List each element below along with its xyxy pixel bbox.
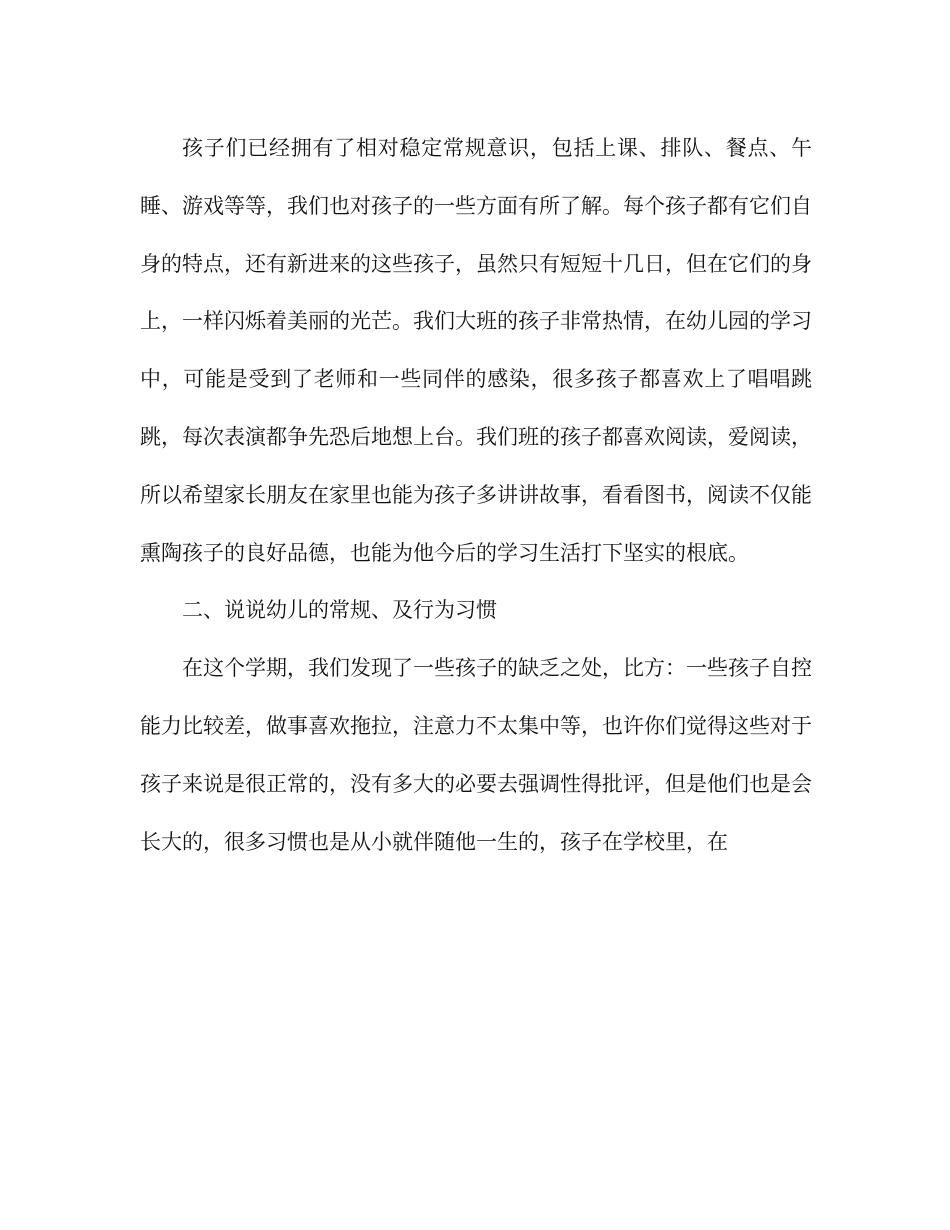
body-paragraph: 孩子们已经拥有了相对稳定常规意识，包括上课、排队、餐点、午睡、游戏等等，我们也对孩子的一些方面有所了解。每个孩子都有它们自身的特点，还有新进来的这些孩子，虽然只有短短十几日，但在它们的身上，一样闪烁着美丽的光芒。我们大班的孩子非常热情，在幼儿园的学习中，可能是受到了老师和一些同伴的感染，很多孩子都喜欢上了唱唱跳跳，每次表演都争先恐后地想上台。我们班的孩子都喜欢阅读，爱阅读，所以希望家长朋友在家里也能为孩子多讲讲故事，看看图书，阅读不仅能熏陶孩子的良好品德，也能为他今后的学习生活打下坚实的根底。 [140,136,812,565]
body-paragraph: 在这个学期，我们发现了一些孩子的缺乏之处，比方：一些孩子自控能力比较差，做事喜欢拖拉，注意力不太集中等，也许你们觉得这些对于孩子来说是很正常的，没有多大的必要去强调性得批评，但是他们也是会长大的，很多习惯也是从小就伴随他一生的，孩子在学校里，在 [140,656,812,854]
section-heading: 二、说说幼儿的常规、及行为习惯 [182,598,497,623]
document-body [140,120,812,871]
